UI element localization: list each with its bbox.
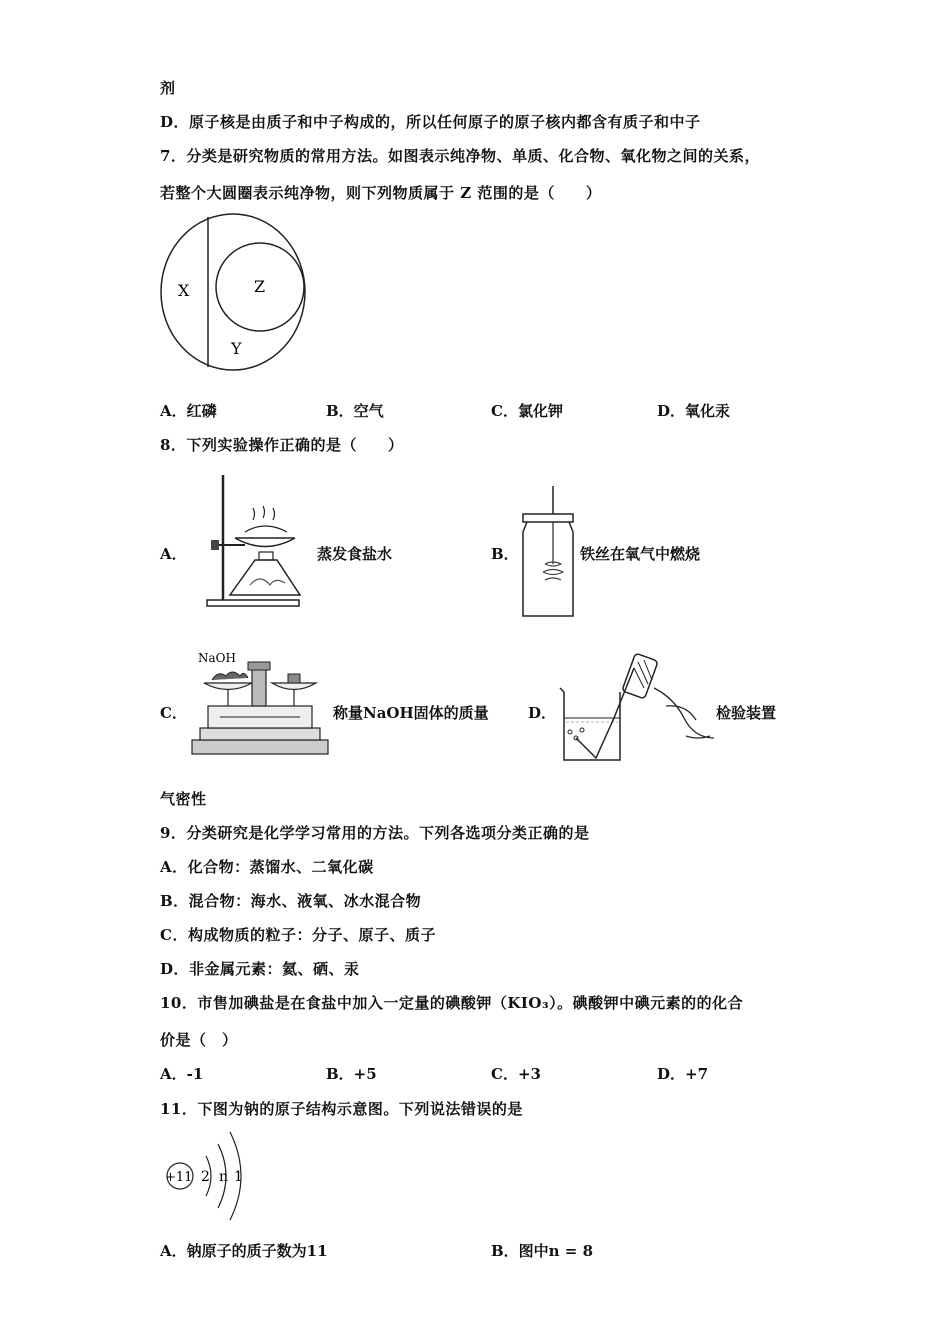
text-line: 剂 <box>160 79 176 97</box>
nucleus-charge: +11 <box>165 1170 193 1185</box>
iron-wire-bottle <box>515 484 580 620</box>
q10-option-c: C．+3 <box>491 1065 541 1083</box>
q7-option-a: A．红磷 <box>160 402 217 420</box>
q8-option-b-text: 铁丝在氧气中燃烧 <box>580 545 701 563</box>
q11-option-a: A．钠原子的质子数为11 <box>160 1242 328 1260</box>
q9-option-d: D．非金属元素：氦、硒、汞 <box>160 960 360 978</box>
naoh-label: NaOH <box>198 651 236 665</box>
question-7-line-2: 若整个大圆圈表示纯净物，则下列物质属于 Z 范围的是（ ） <box>160 184 602 202</box>
q9-option-c: C．构成物质的粒子：分子、原子、质子 <box>160 926 436 944</box>
option-d-previous-question: D．原子核是由质子和中子构成的，所以任何原子的原子核内都含有质子和中子 <box>160 113 701 131</box>
q11-option-b: B．图中n = 8 <box>491 1242 594 1260</box>
venn-diagram <box>158 212 308 372</box>
label-z: Z <box>254 277 266 296</box>
question-10-line-2: 价是（ ） <box>160 1031 238 1049</box>
question-11: 11．下图为钠的原子结构示意图。下列说法错误的是 <box>160 1100 523 1118</box>
q7-option-d: D．氧化汞 <box>657 402 731 420</box>
q10-option-b: B．+5 <box>326 1065 377 1083</box>
q8-option-c-letter: C． <box>160 704 187 722</box>
shell-2-electrons: n <box>219 1169 229 1185</box>
label-x: X <box>178 281 190 300</box>
sodium-atom-diagram <box>160 1128 260 1224</box>
shell-3-electrons: 1 <box>234 1169 243 1185</box>
q9-option-a: A．化合物：蒸馏水、二氧化碳 <box>160 858 374 876</box>
q9-option-b: B．混合物：海水、液氧、冰水混合物 <box>160 892 422 910</box>
question-9: 9．分类研究是化学学习常用的方法。下列各选项分类正确的是 <box>160 824 590 842</box>
q8-option-d-text: 检验装置 <box>716 704 777 722</box>
shell-1-electrons: 2 <box>201 1169 210 1185</box>
q8-option-d-continued: 气密性 <box>160 790 207 808</box>
question-10-line-1: 10．市售加碘盐是在食盐中加入一定量的碘酸钾（KIO₃）。碘酸钾中碘元素的的化合 <box>160 994 744 1012</box>
q8-option-c-text: 称量NaOH固体的质量 <box>333 704 489 722</box>
question-8: 8．下列实验操作正确的是（ ） <box>160 436 404 454</box>
evaporation-apparatus <box>205 470 305 610</box>
q7-option-c: C．氯化钾 <box>491 402 563 420</box>
q10-option-a: A．-1 <box>160 1065 204 1083</box>
q8-option-d-letter: D． <box>528 704 557 722</box>
airtightness-check <box>556 648 721 766</box>
q8-option-b-letter: B． <box>491 545 519 563</box>
label-y: Y <box>231 339 242 358</box>
question-7-line-1: 7．分类是研究物质的常用方法。如图表示纯净物、单质、化合物、氧化物之间的关系， <box>160 147 760 165</box>
q8-option-a-text: 蒸发食盐水 <box>317 545 393 563</box>
q8-option-a-letter: A． <box>160 545 187 563</box>
balance-scale <box>190 648 330 758</box>
q10-option-d: D．+7 <box>657 1065 709 1083</box>
q7-option-b: B．空气 <box>326 402 384 420</box>
